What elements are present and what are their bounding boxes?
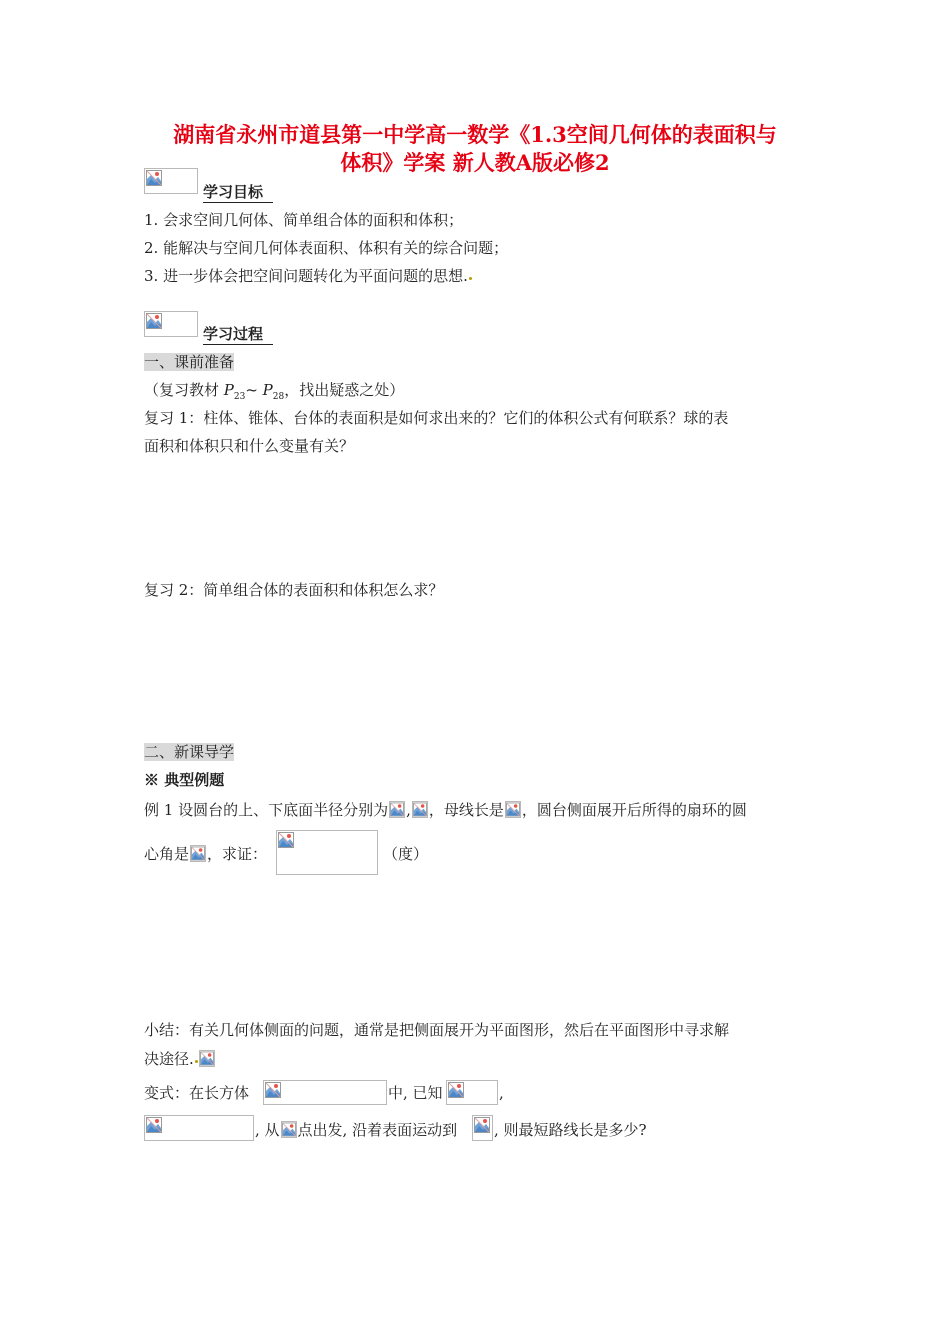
example1-unit: （度） [383, 845, 429, 863]
formula-image-icon [412, 801, 428, 818]
review2: 复习 2：简单组合体的表面积和体积怎么求？ [144, 581, 444, 599]
example1-line1: 例 1 设圆台的上、下底面半径分别为 , ，母线长是 ，圆台侧面展开后所得的扇环的圆 [144, 801, 747, 819]
formula-image-icon [505, 801, 521, 818]
variant-label: 变式：在长方体 [144, 1084, 250, 1102]
examples-heading: ※ 典型例题 [144, 771, 225, 789]
review1-line1: 复习 1：柱体、锥体、台体的表面积是如何求出来的？它们的体积公式有何联系？球的表 [144, 409, 729, 427]
formula-image-icon [190, 845, 206, 862]
variant-question: , 则最短路线长是多少? [494, 1121, 647, 1139]
formula-image-icon [472, 1115, 493, 1141]
formula-image-icon [276, 830, 378, 875]
variant-line2: , 从 点出发, 沿着表面运动到 [255, 1121, 458, 1139]
formula-image-icon [263, 1080, 387, 1105]
goal-item-3: 3. 进一步体会把空间问题转化为平面问题的思想. [144, 266, 472, 286]
section2-heading: 二、新课导学 [144, 743, 235, 761]
goals-heading: 学习目标 [203, 182, 273, 202]
process-heading: 学习过程 [203, 324, 273, 344]
goal-item-2: 2. 能解决与空间几何体表面积、体积有关的综合问题； [144, 239, 509, 257]
section1-heading: 一、课前准备 [144, 353, 235, 371]
dot-mark [195, 1060, 198, 1063]
summary-line2: 决途径. [144, 1049, 216, 1069]
variant-comma: , [499, 1084, 504, 1102]
broken-image-icon [199, 1050, 215, 1067]
summary-line1: 小结：有关几何体侧面的问题，通常是把侧面展开为平面图形，然后在平面图形中寻求解 [144, 1021, 730, 1039]
review-note: （复习教材 $P_{23}\sim$ $P_{28}$，找出疑惑之处） [144, 381, 405, 402]
broken-image-icon [144, 311, 198, 337]
broken-image-icon [144, 168, 198, 194]
doc-title [120, 121, 830, 177]
formula-image-icon [144, 1115, 254, 1141]
doc-title-line2: 体积》学案 新人教A版必修2 [340, 150, 610, 175]
variant-known-label: 中, 已知 [388, 1084, 443, 1102]
formula-image-icon [281, 1121, 297, 1138]
formula-image-icon [446, 1080, 498, 1105]
dot-mark [469, 277, 472, 280]
review1-line2: 面积和体积只和什么变量有关？ [144, 437, 355, 455]
doc-title-line1: 湖南省永州市道县第一中学高一数学《1.3空间几何体的表面积与 [173, 122, 777, 147]
example1-line2: 心角是 ，求证： [144, 845, 268, 863]
goal-item-1: 1. 会求空间几何体、简单组合体的面积和体积； [144, 211, 464, 229]
formula-image-icon [389, 801, 405, 818]
